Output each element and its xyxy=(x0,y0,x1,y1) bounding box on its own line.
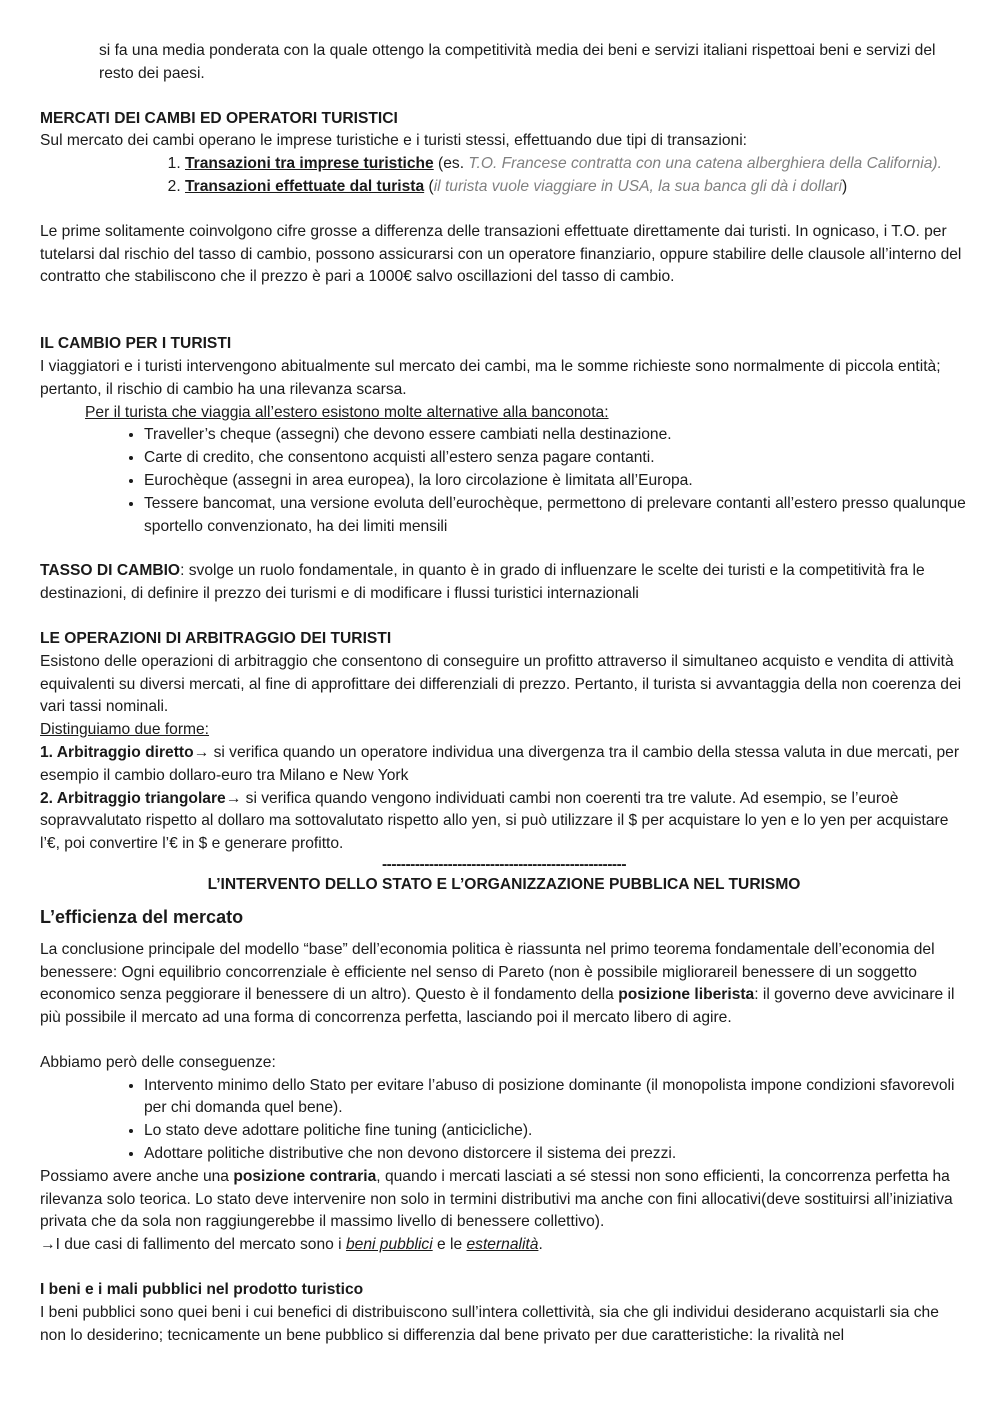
tasso-term: TASSO DI CAMBIO xyxy=(40,562,181,580)
form-diretto: 1. Arbitraggio diretto→ si verifica quando un operatore individua una divergenza tra il cambio della stessa valuta in due mercati, per esempio il cambio dollaro-euro tra Milano e New York xyxy=(40,743,960,784)
heading-arbitraggio: LE OPERAZIONI DI ARBITRAGGIO DEI TURISTI xyxy=(40,629,392,647)
tasso-paragraph: TASSO DI CAMBIO: svolge un ruolo fondamentale, in quanto è in grado di influenzare le scelte dei turisti e la competitività fra le destinazioni, di definire il prezzo dei turismi e di modificare i flussi turistici internazionali xyxy=(40,562,925,603)
subsection-title-efficienza: L’efficienza del mercato xyxy=(40,906,244,927)
list-item: • Intervento minimo dello Stato per evitare l’abuso di posizione dominante (il monopolista impone condizioni sfavorevoli per chi domanda quel bene). xyxy=(144,1075,968,1121)
list-item: • Lo stato deve adottare politiche fine tuning (anticicliche). xyxy=(144,1120,968,1143)
posizione-contraria-paragraph: Possiamo avere anche una posizione contraria, quando i mercati lasciati a sé stessi non sono efficienti, la concorrenza perfetta ha rilevanza solo teorica. Lo stato deve intervenire non solo in termini distributivi ma anche con fini allocativi(deve sostituirsi all’iniziativa privata che da sola non raggiungerebbe il massimo livello di benessere collettivo). xyxy=(40,1167,953,1231)
cambi-intro: Sul mercato dei cambi operano le imprese turistiche e i turisti stessi, effettuando due tipi di transazioni: xyxy=(40,132,747,150)
list-item: • Carte di credito, che consentono acquisti all’estero senza pagare contanti. xyxy=(144,447,968,470)
efficienza-paragraph: La conclusione principale del modello “base” dell’economia politica è riassunta nel primo teorema fondamentale dell’economia del benessere: Ogni equilibrio concorrenziale è efficiente nel senso di Pareto (non è possibile migliorareil benessere di un soggetto economico senza peggiorare il benessere di un altro). Questo è il fondamento della posizione liberista: il governo deve avvicinare il più possibile il mercato ad una forma di concorrenza perfetta, lasciando poi il mercato libero di agire. xyxy=(40,940,955,1027)
alternatives-list xyxy=(40,424,968,538)
list-item: • Eurochèque (assegni in area europea), la loro circolazione è limitata all’Europa. xyxy=(144,470,968,493)
section-title: L’INTERVENTO DELLO STATO E L’ORGANIZZAZIONE PUBBLICA NEL TURISMO xyxy=(207,875,801,893)
heading-beni-pubblici: I beni e i mali pubblici nel prodotto turistico xyxy=(40,1281,364,1299)
conseguenze-intro: Abbiamo però delle conseguenze: xyxy=(40,1053,276,1071)
transaction-example: il turista vuole viaggiare in USA, la sua banca gli dà i dollari xyxy=(433,177,842,195)
forms-intro: Distinguiamo due forme: xyxy=(40,721,210,739)
heading-mercati-cambi: MERCATI DEI CAMBI ED OPERATORI TURISTICI xyxy=(40,109,398,127)
list-item: • Traveller’s cheque (assegni) che devono essere cambiati nella destinazione. xyxy=(144,424,968,447)
alternatives-intro: Per il turista che viaggia all’estero esistono molte alternative alla banconota: xyxy=(85,403,609,421)
beni-paragraph: I beni pubblici sono quei beni i cui benefici di distribuiscono sull’intera collettività, sia che gli individui desiderano acquistarli sia che non lo desiderino; tecnicamente un bene pubblico si differenzia dal bene privato per due caratteristiche: la rivalità nel xyxy=(40,1303,939,1344)
conseguenze-list xyxy=(40,1075,968,1166)
transaction-term: Transazioni tra imprese turistiche xyxy=(185,155,434,173)
arbitraggio-paragraph: Esistono delle operazioni di arbitraggio che consentono di conseguire un profitto attraverso il simultaneo acquisto e vendita di attività equivalenti su diversi mercati, al fine di approfittare dei differenziali di prezzo. Pertanto, il turista si avvantaggia della non coerenza dei vari tassi nominali. xyxy=(40,652,962,716)
section-divider: ---------------------------------------------------- xyxy=(381,855,627,873)
transaction-term: Transazioni effettuate dal turista xyxy=(185,177,425,195)
intro-text: si fa una media ponderata con la quale ottengo la competitività media dei beni e servizi italiani rispettoai beni e servizi del resto dei paesi. xyxy=(99,42,936,82)
list-item: • Adottare politiche distributive che non devono distorcere il sistema dei prezzi. xyxy=(144,1143,968,1166)
cambi-paragraph: Le prime solitamente coinvolgono cifre grosse a differenza delle transazioni effettuate direttamente dai turisti. In ognicaso, i T.O. per tutelarsi dal rischio del tasso di cambio, possono assicurarsi con un operatore finanziario, oppure stabilire delle clausole all’interno del contratto che stabiliscono che il prezzo è pari a 1000€ salvo oscillazioni del tasso di cambio. xyxy=(40,222,962,286)
list-item: 1. Transazioni tra imprese turistiche (es. T.O. Francese contratta con una catena alberghiera della California). xyxy=(185,153,968,176)
list-item: • Tessere bancomat, una versione evoluta dell’eurochèque, permettono di prelevare contanti all’estero presso qualunque sportello convenzionato, ha dei limiti mensili xyxy=(144,493,968,539)
transaction-example: T.O. Francese contratta con una catena alberghiera della California) xyxy=(468,155,938,173)
form-triangolare: 2. Arbitraggio triangolare→ si verifica quando vengono individuati cambi non coerenti tra tre valute. Ad esempio, se l’euroè sopravvalutato rispetto al dollaro ma sottovalutato rispetto allo yen, si può utilizzare il $ per acquistare lo yen e lo yen per acquistare l’€, poi convertire l’€ in $ e generare profitto. xyxy=(40,789,949,853)
heading-cambio-turisti: IL CAMBIO PER I TURISTI xyxy=(40,335,232,353)
list-item: 2. Transazioni effettuate dal turista (il turista vuole viaggiare in USA, la sua banca gli dà i dollari) xyxy=(185,176,968,199)
arrow-right-icon: → xyxy=(193,743,210,761)
turisti-paragraph: I viaggiatori e i turisti intervengono abitualmente sul mercato dei cambi, ma le somme richieste sono normalmente di piccola entità; pertanto, il rischio di cambio ha una rilevanza scarsa. xyxy=(40,357,941,398)
transactions-list xyxy=(40,153,968,199)
arrow-right-icon: → xyxy=(40,1236,56,1254)
arrow-right-icon: → xyxy=(225,789,242,807)
fallimento-mercato-line: →I due casi di fallimento del mercato sono i beni pubblici e le esternalità. xyxy=(40,1236,543,1254)
